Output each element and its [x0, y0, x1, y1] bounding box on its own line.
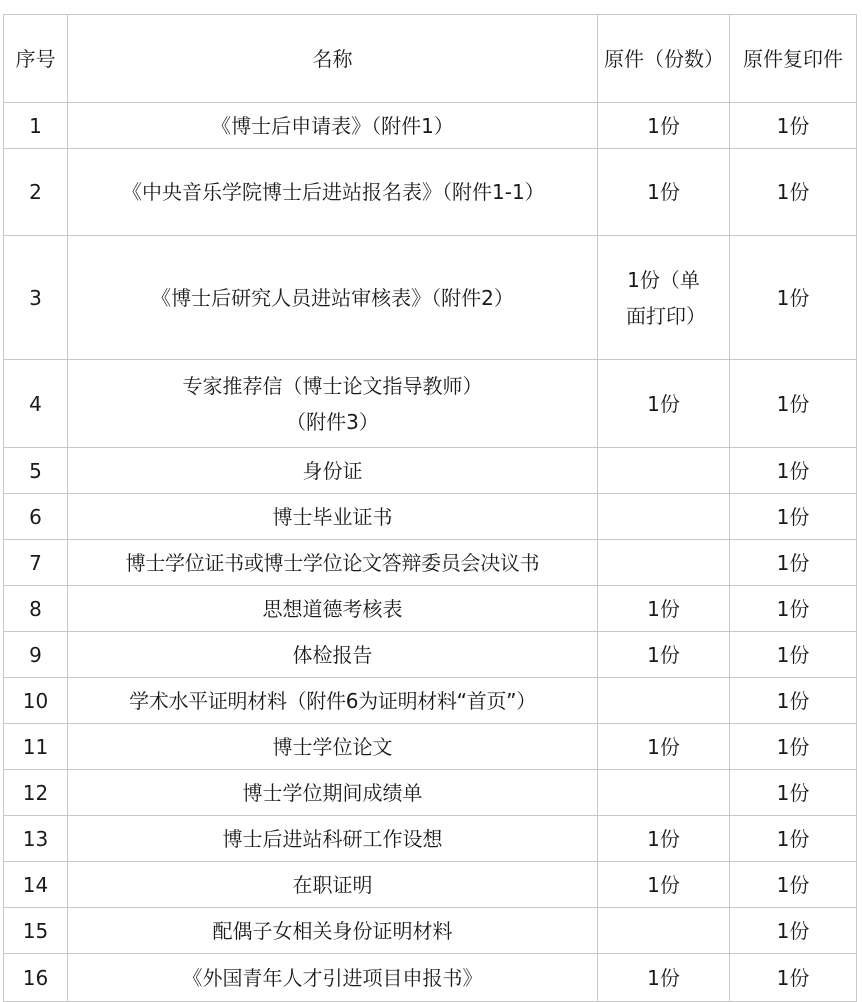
cell-original: 1份 [598, 149, 730, 236]
cell-seq: 10 [4, 678, 68, 724]
table-row [4, 770, 857, 816]
cell-seq: 4 [4, 360, 68, 448]
cell-copy: 1份 [730, 236, 857, 360]
table-row [4, 908, 857, 954]
table-row [4, 448, 857, 494]
table-row [4, 954, 857, 1002]
cell-name: 《博士后研究人员进站审核表》（附件2） [68, 236, 598, 360]
materials-table-container [3, 14, 856, 1002]
cell-seq: 2 [4, 149, 68, 236]
cell-original [598, 448, 730, 494]
cell-name: 身份证 [68, 448, 598, 494]
cell-name: 思想道德考核表 [68, 586, 598, 632]
cell-original: 1份 [598, 360, 730, 448]
cell-original: 1份 [598, 724, 730, 770]
table-row [4, 103, 857, 149]
cell-copy: 1份 [730, 360, 857, 448]
cell-seq: 13 [4, 816, 68, 862]
cell-copy: 1份 [730, 816, 857, 862]
header-row [4, 15, 857, 103]
cell-seq: 3 [4, 236, 68, 360]
cell-name: 《外国青年人才引进项目申报书》 [68, 954, 598, 1002]
cell-seq: 5 [4, 448, 68, 494]
cell-copy: 1份 [730, 448, 857, 494]
cell-name: 博士毕业证书 [68, 494, 598, 540]
table-row [4, 724, 857, 770]
table-row [4, 632, 857, 678]
table-row [4, 494, 857, 540]
header-seq: 序号 [4, 15, 68, 103]
cell-original [598, 494, 730, 540]
cell-copy: 1份 [730, 678, 857, 724]
cell-seq: 7 [4, 540, 68, 586]
table-row [4, 862, 857, 908]
table-row [4, 540, 857, 586]
table-row [4, 236, 857, 360]
cell-name: 学术水平证明材料（附件6为证明材料“首页”） [68, 678, 598, 724]
header-copy: 原件复印件 [730, 15, 857, 103]
cell-copy: 1份 [730, 770, 857, 816]
cell-name: 专家推荐信（博士论文指导教师）（附件3） [68, 360, 598, 448]
cell-seq: 16 [4, 954, 68, 1002]
cell-seq: 6 [4, 494, 68, 540]
cell-copy: 1份 [730, 149, 857, 236]
table-row [4, 586, 857, 632]
cell-seq: 9 [4, 632, 68, 678]
cell-seq: 1 [4, 103, 68, 149]
cell-original: 1份 [598, 954, 730, 1002]
table-row [4, 149, 857, 236]
table-header [4, 15, 857, 103]
cell-name: 博士学位论文 [68, 724, 598, 770]
materials-table [3, 14, 857, 1002]
cell-copy: 1份 [730, 724, 857, 770]
cell-copy: 1份 [730, 632, 857, 678]
cell-copy: 1份 [730, 586, 857, 632]
header-name: 名称 [68, 15, 598, 103]
cell-original: 1份（单面打印） [598, 236, 730, 360]
table-row [4, 816, 857, 862]
cell-original: 1份 [598, 816, 730, 862]
table-row [4, 678, 857, 724]
cell-name: 在职证明 [68, 862, 598, 908]
cell-original [598, 770, 730, 816]
cell-original: 1份 [598, 862, 730, 908]
cell-original [598, 908, 730, 954]
cell-copy: 1份 [730, 494, 857, 540]
cell-name: 博士学位期间成绩单 [68, 770, 598, 816]
cell-name: 体检报告 [68, 632, 598, 678]
cell-original [598, 678, 730, 724]
cell-copy: 1份 [730, 540, 857, 586]
cell-seq: 14 [4, 862, 68, 908]
cell-seq: 12 [4, 770, 68, 816]
cell-original: 1份 [598, 103, 730, 149]
cell-copy: 1份 [730, 954, 857, 1002]
cell-original: 1份 [598, 586, 730, 632]
cell-seq: 15 [4, 908, 68, 954]
cell-name: 博士后进站科研工作设想 [68, 816, 598, 862]
cell-name: 《博士后申请表》（附件1） [68, 103, 598, 149]
cell-seq: 8 [4, 586, 68, 632]
cell-name: 配偶子女相关身份证明材料 [68, 908, 598, 954]
cell-name: 《中央音乐学院博士后进站报名表》（附件1-1） [68, 149, 598, 236]
table-body [4, 103, 857, 1002]
cell-name: 博士学位证书或博士学位论文答辩委员会决议书 [68, 540, 598, 586]
cell-original [598, 540, 730, 586]
header-original: 原件（份数） [598, 15, 730, 103]
table-row [4, 360, 857, 448]
cell-original: 1份 [598, 632, 730, 678]
cell-seq: 11 [4, 724, 68, 770]
cell-copy: 1份 [730, 103, 857, 149]
cell-copy: 1份 [730, 908, 857, 954]
cell-copy: 1份 [730, 862, 857, 908]
